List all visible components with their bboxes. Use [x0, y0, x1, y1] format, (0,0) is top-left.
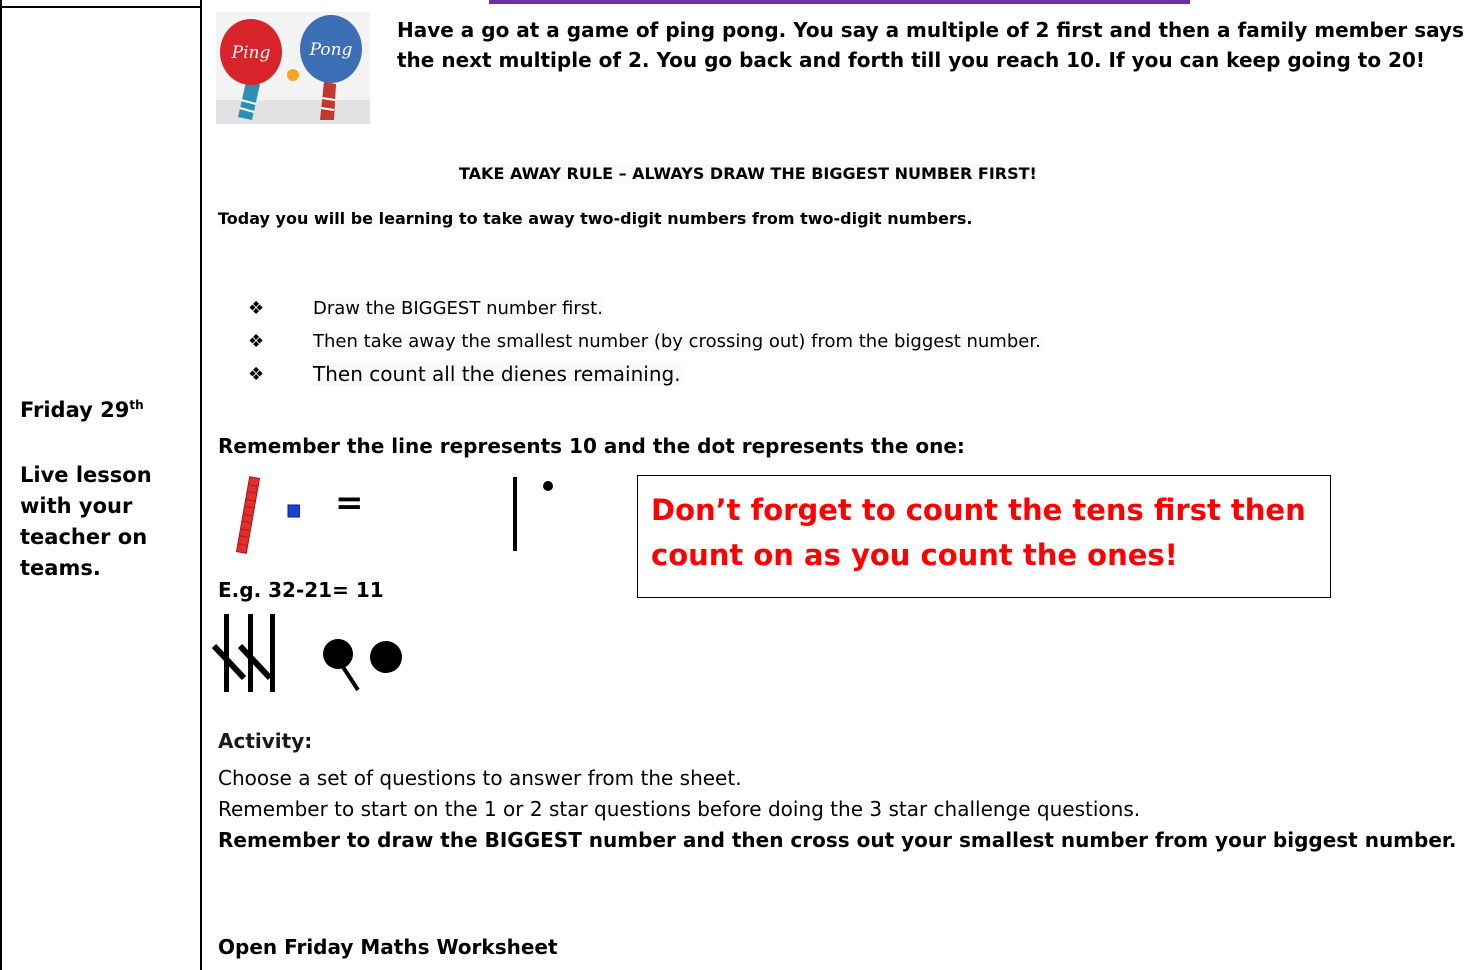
session-info: Live lesson with your teacher on teams. — [20, 463, 152, 580]
svg-text:Ping: Ping — [231, 43, 271, 63]
diamond-bullet-icon: ❖ — [248, 298, 265, 319]
unit-cube — [288, 505, 300, 517]
ten-line — [513, 477, 517, 551]
line-dot-symbols — [508, 475, 558, 555]
example-equation: E.g. 32-21= 11 — [218, 578, 384, 602]
take-away-rule: TAKE AWAY RULE – ALWAYS DRAW THE BIGGEST NUMBER FIRST! — [459, 164, 1037, 183]
list-item: ❖ Then count all the dienes remaining. — [248, 358, 1041, 391]
callout-text: Don’t forget to count the tens first then count on as you count the ones! — [651, 493, 1306, 572]
open-worksheet-link[interactable]: Open Friday Maths Worksheet — [218, 935, 558, 959]
learning-intent: Today you will be learning to take away two-digit numbers from two-digit numbers. — [218, 209, 973, 228]
header-bar — [489, 0, 1190, 4]
diamond-bullet-icon: ❖ — [248, 364, 265, 385]
ping-pong-image — [216, 12, 370, 124]
svg-text:Pong: Pong — [309, 40, 353, 60]
equals-sign: = — [335, 483, 364, 523]
steps-list — [248, 292, 1041, 391]
activity-heading: Activity: — [218, 729, 313, 753]
one-dot — [543, 481, 553, 491]
day-label: Friday 29th — [20, 398, 144, 422]
dienes-illustration — [230, 475, 300, 555]
table-row-top-border — [0, 6, 201, 8]
diamond-bullet-icon: ❖ — [248, 331, 265, 352]
ball — [287, 69, 299, 81]
table-border-left — [0, 0, 2, 970]
activity-text: Choose a set of questions to answer from the sheet. Remember to start on the 1 or 2 star questions before doing the 3 star challenge questions. Remember to draw the BIGGEST number and then cross out your smallest number from your biggest number. — [218, 766, 1457, 852]
day-cell — [20, 395, 180, 584]
ping-pong-instructions: Have a go at a game of ping pong. You say a multiple of 2 first and then a family member says the next multiple of 2. You go back and forth till you reach 10. If you can keep going to 20! — [397, 18, 1464, 72]
list-item: ❖ Then take away the smallest number (by crossing out) from the biggest number. — [248, 325, 1041, 358]
worked-example-drawing — [210, 606, 420, 696]
remember-line-text: Remember the line represents 10 and the dot represents the one: — [218, 434, 965, 458]
table-column-divider — [200, 0, 202, 970]
list-item: ❖ Draw the BIGGEST number first. — [248, 292, 1041, 325]
